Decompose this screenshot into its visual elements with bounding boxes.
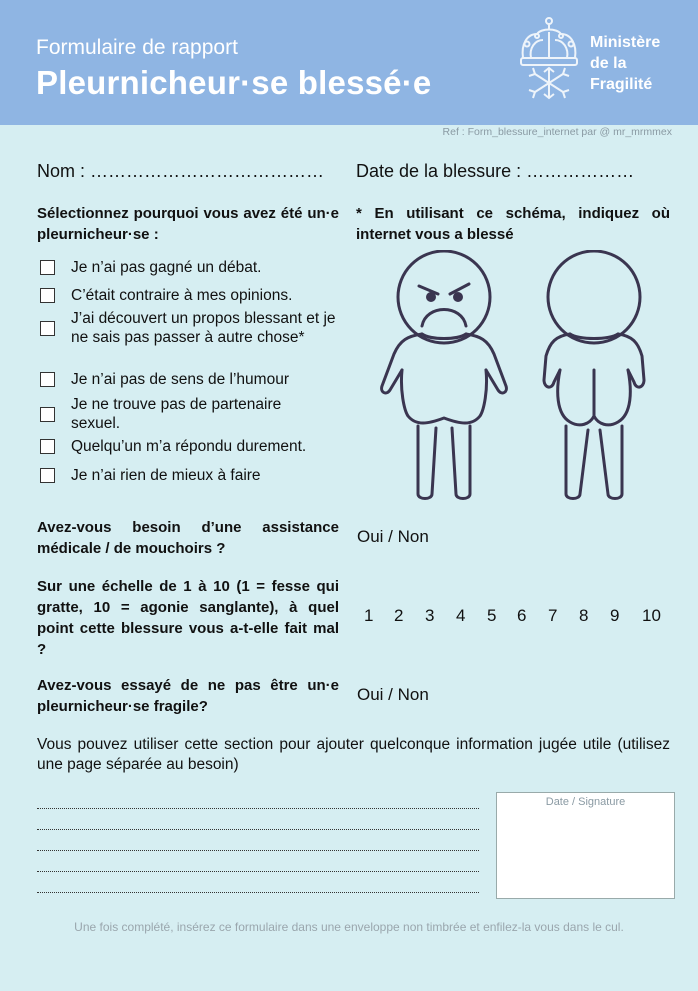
scale-option-6[interactable]: 6 [517, 606, 527, 625]
reference-text: Ref : Form_blessure_internet par @ mr_mrmmex [442, 126, 672, 138]
list-item[interactable]: Quelqu’un m’a répondu durement. [40, 437, 341, 456]
ministry-name: Ministère de la Fragilité [590, 34, 661, 93]
footer-note: Une fois complété, insérez ce formulaire dans une enveloppe non timbrée et enfilez-la vous dans le cul. [74, 920, 624, 934]
scale-option-1[interactable]: 1 [364, 606, 374, 625]
notes-line[interactable] [37, 892, 479, 893]
scale-option-4[interactable]: 4 [456, 606, 466, 625]
scale-option-7[interactable]: 7 [548, 606, 558, 625]
checkbox[interactable] [40, 407, 55, 422]
scale-option-8[interactable]: 8 [579, 606, 589, 625]
checkbox[interactable] [40, 439, 55, 454]
notes-line[interactable] [37, 871, 479, 872]
medical-answer-options[interactable]: Oui / Non [357, 527, 429, 546]
list-item[interactable]: C’était contraire à mes opinions. [40, 286, 341, 305]
fragile-question: Avez-vous essayé de ne pas être un·e pleurnicheur·se fragile? [37, 677, 339, 715]
angry-body-front-icon[interactable] [370, 250, 510, 502]
list-item[interactable]: Je ne trouve pas de partenaire sexuel. [40, 395, 311, 433]
list-item[interactable]: J’ai découvert un propos blessant et je ne sais pas passer à autre chose* [40, 309, 341, 347]
scale-option-10[interactable]: 10 [642, 606, 661, 625]
notes-line[interactable] [37, 808, 479, 809]
checkbox[interactable] [40, 260, 55, 275]
notes-line[interactable] [37, 829, 479, 830]
scale-option-5[interactable]: 5 [487, 606, 497, 625]
diagram-instruction: * En utilisant ce schéma, indiquez où internet vous a blessé [356, 205, 670, 243]
list-item[interactable]: Je n’ai pas de sens de l’humour [40, 370, 341, 389]
checkbox[interactable] [40, 321, 55, 336]
checkbox[interactable] [40, 468, 55, 483]
crown-snowflake-emblem-icon [513, 14, 585, 100]
form-subtitle: Formulaire de rapport [36, 36, 238, 59]
fragile-answer-options[interactable]: Oui / Non [357, 685, 429, 704]
scale-option-9[interactable]: 9 [610, 606, 620, 625]
signature-label: Date / Signature [545, 796, 626, 808]
checkbox[interactable] [40, 288, 55, 303]
notes-instruction: Vous pouvez utiliser cette section pour ajouter quelconque information jugée utile (utilisez une page séparée au besoin) [37, 736, 670, 773]
notes-line[interactable] [37, 850, 479, 851]
reasons-question: Sélectionnez pourquoi vous avez été un·e pleurnicheur·se : [37, 205, 339, 243]
list-item[interactable]: Je n’ai pas gagné un débat. [40, 258, 341, 277]
name-field[interactable]: Nom : ………………………………… [37, 161, 325, 181]
header-banner [0, 0, 698, 125]
body-back-icon[interactable] [540, 250, 680, 502]
scale-option-3[interactable]: 3 [425, 606, 435, 625]
scale-option-2[interactable]: 2 [394, 606, 404, 625]
checkbox[interactable] [40, 372, 55, 387]
signature-box[interactable] [496, 792, 675, 899]
injury-date-field[interactable]: Date de la blessure : ……………… [356, 161, 635, 181]
pain-scale-question: Sur une échelle de 1 à 10 (1 = fesse qui gratte, 10 = agonie sanglante), à quel point cette blessure vous a-t-elle fait mal ? [37, 578, 339, 658]
form-title: Pleurnicheur·se blessé·e [36, 64, 432, 101]
medical-question: Avez-vous besoin d’une assistance médicale / de mouchoirs ? [37, 519, 339, 557]
list-item[interactable]: Je n’ai rien de mieux à faire [40, 466, 341, 485]
